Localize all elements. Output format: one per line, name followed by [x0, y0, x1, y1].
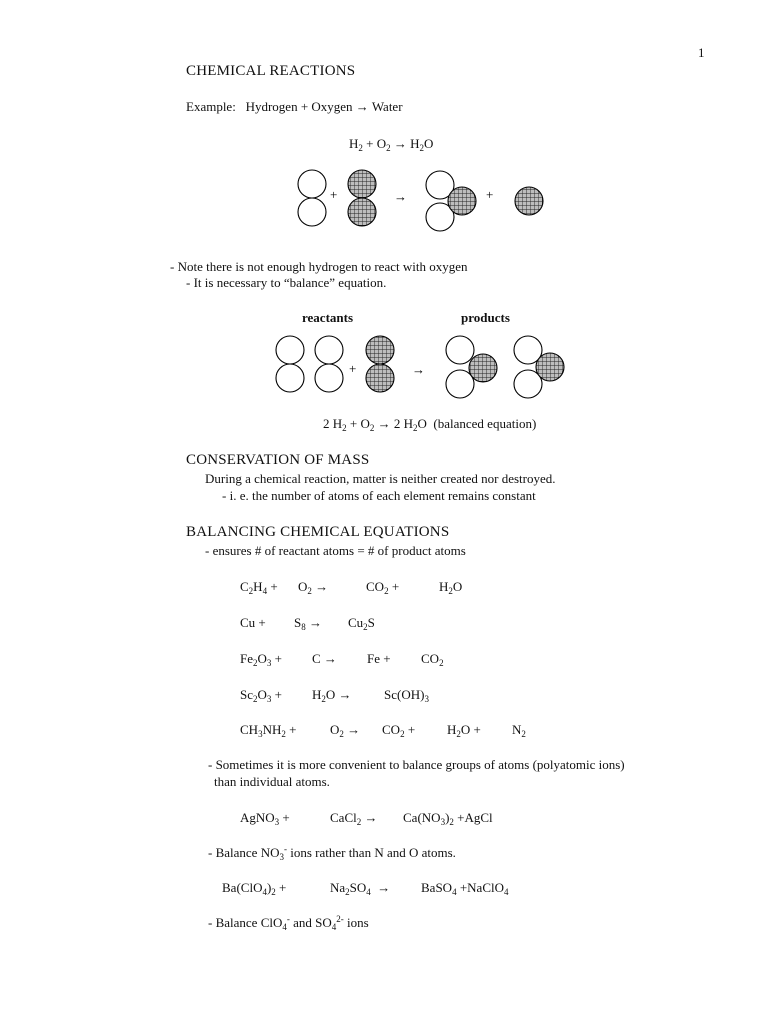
example-line — [186, 99, 403, 115]
balanced-caption: (balanced equation) — [433, 416, 537, 431]
reactants-label: reactants — [302, 310, 354, 325]
oxygen-atom — [348, 170, 376, 198]
polyatomic-note-line2: than individual atoms. — [214, 774, 330, 789]
hydrogen-atom — [276, 336, 304, 364]
conservation-line1: During a chemical reaction, matter is neither created nor destroyed. — [205, 471, 556, 486]
plus-sign: + — [486, 187, 494, 202]
arrow-sign: → — [412, 362, 425, 377]
molecule-diagram-unbalanced — [290, 165, 590, 235]
example-label: Example: — [186, 99, 236, 114]
chemical-reactions-heading: CHEMICAL REACTIONS — [186, 63, 356, 79]
oxygen-atom — [366, 364, 394, 392]
products-label: products — [461, 310, 510, 325]
oxygen-atom — [348, 198, 376, 226]
plus-sign: + — [330, 187, 338, 202]
polyatomic-note-line1: - Sometimes it is more convenient to balance groups of atoms (polyatomic ions) — [208, 757, 625, 772]
oxygen-atom — [469, 354, 497, 382]
hydrogen-atom — [315, 336, 343, 364]
oxygen-atom — [366, 336, 394, 364]
conservation-heading: CONSERVATION OF MASS — [186, 452, 370, 468]
balanced-equation: 2 $H_2 + O_2 \to 2$ $H_2O$ (balanced equation) — [323, 416, 537, 433]
balance-no3-note: - Balance $NO_3^-$ ions rather than N and O atoms. — [208, 844, 456, 862]
balancing-intro: - ensures # of reactant atoms = # of product atoms — [205, 543, 466, 558]
hydrogen-atom — [315, 364, 343, 392]
plus-sign: + — [349, 361, 357, 376]
note-balance-equation: - It is necessary to “balance” equation. — [186, 275, 387, 290]
note-not-enough-hydrogen: - Note there is not enough hydrogen to react with oxygen — [170, 259, 468, 274]
page-number: 1 — [698, 45, 705, 60]
hydrogen-atom — [446, 370, 474, 398]
oxygen-atom — [515, 187, 543, 215]
example-text: Hydrogen + Oxygen → Water — [245, 99, 403, 114]
hydrogen-atom — [276, 364, 304, 392]
hydrogen-atom — [446, 336, 474, 364]
oxygen-atom — [448, 187, 476, 215]
molecule-diagram-balanced — [270, 333, 590, 403]
conservation-line2: - i. e. the number of atoms of each element remains constant — [222, 488, 536, 503]
balance-clo4-note: - Balance ClO$_4$- and $SO_4^{2-}$ ions — [208, 914, 369, 932]
balancing-heading: BALANCING CHEMICAL EQUATIONS — [186, 524, 450, 540]
oxygen-atom — [536, 353, 564, 381]
unbalanced-equation: $H_2 + O_2 \to H_2O$ — [349, 136, 434, 153]
arrow-sign: → — [394, 189, 407, 204]
hydrogen-atom — [298, 198, 326, 226]
hydrogen-atom — [298, 170, 326, 198]
